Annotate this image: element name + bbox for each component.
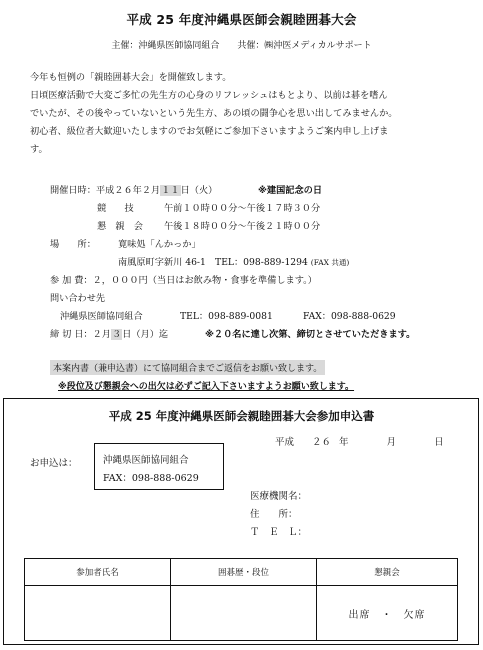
month-unit: 月: [386, 437, 397, 448]
form-date[interactable]: [275, 434, 444, 448]
intro-line-5: す。: [30, 144, 48, 155]
tel-field[interactable]: Ｔ Ｅ Ｌ：: [250, 527, 308, 538]
deadline-note: ※２０名に達し次第、締切とさせていただきます。: [205, 329, 416, 340]
table-row: [25, 586, 458, 641]
cohost-text: 共催：㈱沖医メディカルサポート: [237, 41, 372, 51]
deadline-day: ３: [111, 329, 122, 340]
required-note: ※段位及び懇親会への出欠は必ずご記入下さいますようお願い致します。: [58, 382, 355, 392]
venue-address: 南風原町字新川 46-1 TEL：098-889-1294: [118, 257, 308, 268]
deadline-row: [50, 326, 168, 340]
venue-label: 場 所：: [50, 239, 96, 250]
match-time: 午前１０時００分～午後１７時３０分: [164, 203, 321, 214]
table-header-row: [25, 559, 458, 586]
go-rank-cell[interactable]: [171, 586, 317, 641]
reply-note: 本案内書（兼申込書）にて協同組合までご返信をお願い致します。: [50, 360, 325, 375]
column-header-rank: 囲碁歴・段位: [171, 559, 317, 586]
venue-fax-note: (FAX 共通): [310, 258, 350, 267]
deadline-suffix: 日（月）迄: [122, 329, 169, 340]
venue-name: 寛味処「んかっか」: [118, 239, 201, 250]
holiday-note: ※建国記念の日: [258, 185, 323, 196]
apply-fax: FAX：098-888-0629: [103, 473, 199, 484]
intro-line-1: 今年も恒例の「親睦囲碁大会」を開催致します。: [30, 72, 232, 83]
intro-line-3: でいたが、その後やっていないという先生方、あの頃の闘争心を思い出してみませんか。: [30, 108, 398, 119]
host-text: 主催：沖縄県医師協同組合: [111, 41, 220, 51]
date-suffix: 日（火）: [180, 185, 218, 196]
intro-line-4: 初心者、級位者大歓迎いたしますのでお気軽にご参加下さいますようご案内申し上げま: [30, 126, 389, 137]
column-header-name: 参加者氏名: [25, 559, 171, 586]
era-label: 平成: [275, 437, 295, 448]
organizer-line: [0, 38, 483, 51]
year-unit: 年: [339, 437, 349, 448]
date-label: 開催日時：平成２６年２月: [50, 185, 161, 196]
form-title: 平成 25 年度沖縄県医師会親睦囲碁大会参加申込書: [108, 409, 375, 423]
contact-tel: TEL：098-889-0081: [180, 311, 273, 322]
day-unit: 日: [434, 437, 444, 448]
column-header-party: 懇親会: [317, 559, 458, 586]
fee-text: 参 加 費：２，０００円（当日はお飲み物・食事を準備します。）: [50, 275, 317, 286]
party-time: 午後１８時００分～午後２１時００分: [164, 221, 321, 232]
match-label: 競 技: [97, 203, 134, 214]
intro-line-2: 日頃医療活動で大変ご多忙の先生方の心身のリフレッシュはもとより、以前は碁を嗜ん: [30, 90, 388, 101]
contact-org: 沖縄県医師協同組合: [60, 311, 143, 322]
institution-field[interactable]: 医療機関名：: [250, 491, 308, 502]
address-field[interactable]: 住 所：: [250, 509, 298, 520]
apply-org: 沖縄県医師協同組合: [103, 455, 189, 466]
participant-table: [24, 558, 458, 641]
deadline-label: 締 切 日：２月: [50, 329, 111, 340]
party-label: 懇 親 会: [97, 221, 143, 232]
date-day: １１: [161, 185, 180, 196]
year-value: ２６: [312, 437, 332, 448]
apply-to-label: お申込は：: [30, 458, 78, 469]
date-row: [50, 182, 217, 196]
participant-name-cell[interactable]: [25, 586, 171, 641]
attendance-cell[interactable]: 出席 ・ 欠席: [317, 586, 458, 641]
venue-address-row: [118, 254, 349, 268]
page-title: 平成 25 年度沖縄県医師会親睦囲碁大会: [126, 12, 357, 27]
contact-fax: FAX：098-888-0629: [303, 311, 396, 322]
contact-label: 問い合わせ先: [50, 293, 106, 304]
